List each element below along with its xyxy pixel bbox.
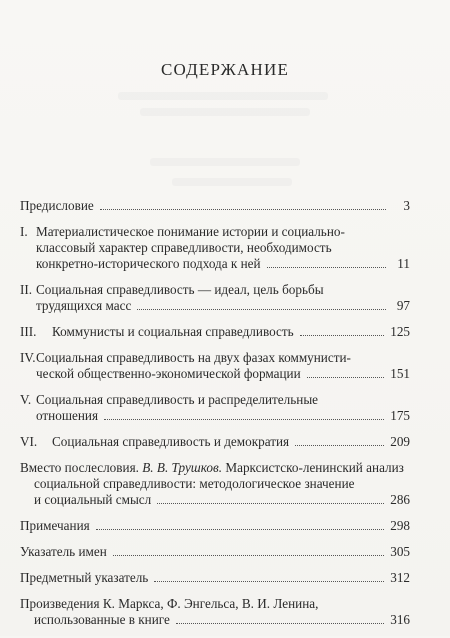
toc-entry-line bbox=[20, 460, 410, 476]
toc-entry-line: Социальная справедливость на двух фазах коммунисти- bbox=[36, 350, 351, 365]
afterword-title-start: Марксистско-ленинский анализ bbox=[222, 460, 404, 475]
dot-leader bbox=[137, 308, 386, 310]
toc-page-number: 11 bbox=[397, 256, 410, 271]
toc-entry-line: социальной справедливости: методологическое значение bbox=[34, 476, 355, 491]
chapter-number: III. bbox=[20, 324, 37, 339]
dot-leader bbox=[176, 622, 384, 624]
bleed-through-text bbox=[118, 92, 328, 100]
toc-page-number: 125 bbox=[390, 324, 410, 339]
dot-leader bbox=[100, 208, 386, 210]
toc-entry-afterword[interactable] bbox=[20, 460, 410, 508]
toc-entry-title: и социальный смысл bbox=[34, 492, 152, 507]
dot-leader bbox=[157, 502, 384, 504]
toc-page-number: 97 bbox=[396, 298, 410, 313]
afterword-lead: Вместо послесловия. bbox=[20, 460, 143, 475]
toc-entry-title: трудящихся масс bbox=[36, 298, 132, 313]
toc-entry-title: Указатель имен bbox=[20, 544, 107, 559]
toc-entry-line: Социальная справедливость — идеал, цель борьбы bbox=[36, 282, 324, 297]
toc-entry-line: Произведения К. Маркса, Ф. Энгельса, В. И. Ленина, bbox=[20, 596, 319, 611]
toc-page-number: 151 bbox=[390, 366, 410, 381]
toc-entry-title: ческой общественно-экономической формации bbox=[36, 366, 301, 381]
dot-leader bbox=[307, 376, 385, 378]
toc-page-number: 316 bbox=[390, 612, 410, 627]
toc-page-number: 312 bbox=[390, 570, 410, 585]
toc-page-number: 3 bbox=[403, 198, 410, 213]
toc-entry-chapter-4[interactable] bbox=[20, 350, 410, 382]
toc-entry-title: отношения bbox=[36, 408, 99, 423]
toc-page-number: 175 bbox=[390, 408, 410, 423]
dot-leader bbox=[267, 266, 386, 268]
toc-entry-title: Социальная справедливость и демократия bbox=[52, 434, 290, 449]
toc-entry-works-used[interactable] bbox=[20, 596, 410, 628]
toc-entry-name-index[interactable] bbox=[20, 544, 410, 560]
dot-leader bbox=[300, 334, 385, 336]
toc-entry-line: классовый характер справедливости, необходимость bbox=[36, 240, 332, 255]
toc-entry-title: использованные в книге bbox=[34, 612, 170, 627]
toc-page-number: 286 bbox=[390, 492, 410, 507]
toc-page-number: 305 bbox=[390, 544, 410, 559]
dot-leader bbox=[113, 554, 384, 556]
toc-entry-chapter-1[interactable] bbox=[20, 224, 410, 272]
chapter-number: II. bbox=[20, 282, 33, 297]
toc-entry-line: Материалистическое понимание истории и социально- bbox=[36, 224, 345, 239]
afterword-author: В. В. Трушков. bbox=[142, 460, 223, 475]
table-of-contents bbox=[20, 198, 410, 638]
toc-entry-title: Предметный указатель bbox=[20, 570, 149, 585]
bleed-through-text bbox=[150, 158, 300, 166]
chapter-number: I. bbox=[20, 224, 28, 239]
toc-entry-title: Примечания bbox=[20, 518, 90, 533]
toc-entry-chapter-3[interactable] bbox=[20, 324, 410, 340]
toc-entry-title: Коммунисты и социальная справедливость bbox=[52, 324, 294, 339]
toc-entry-subject-index[interactable] bbox=[20, 570, 410, 586]
toc-entry-title: Предисловие bbox=[20, 198, 94, 213]
toc-entry-title: конкретно-исторического подхода к ней bbox=[36, 256, 261, 271]
dot-leader bbox=[295, 444, 384, 446]
chapter-number: VI. bbox=[20, 434, 38, 449]
bleed-through-text bbox=[140, 108, 310, 116]
toc-entry-chapter-5[interactable] bbox=[20, 392, 410, 424]
toc-page-number: 209 bbox=[390, 434, 410, 449]
chapter-number: V. bbox=[20, 392, 32, 407]
toc-page-number: 298 bbox=[390, 518, 410, 533]
toc-entry-notes[interactable] bbox=[20, 518, 410, 534]
dot-leader bbox=[154, 580, 384, 582]
toc-entry-preface[interactable] bbox=[20, 198, 410, 214]
dot-leader bbox=[96, 528, 385, 530]
toc-entry-chapter-6[interactable] bbox=[20, 434, 410, 450]
page-title: СОДЕРЖАНИЕ bbox=[160, 60, 290, 79]
dot-leader bbox=[104, 418, 384, 420]
chapter-number: IV. bbox=[20, 350, 36, 365]
toc-entry-line: Социальная справедливость и распределительные bbox=[36, 392, 319, 407]
toc-entry-chapter-2[interactable] bbox=[20, 282, 410, 314]
bleed-through-text bbox=[172, 178, 292, 186]
